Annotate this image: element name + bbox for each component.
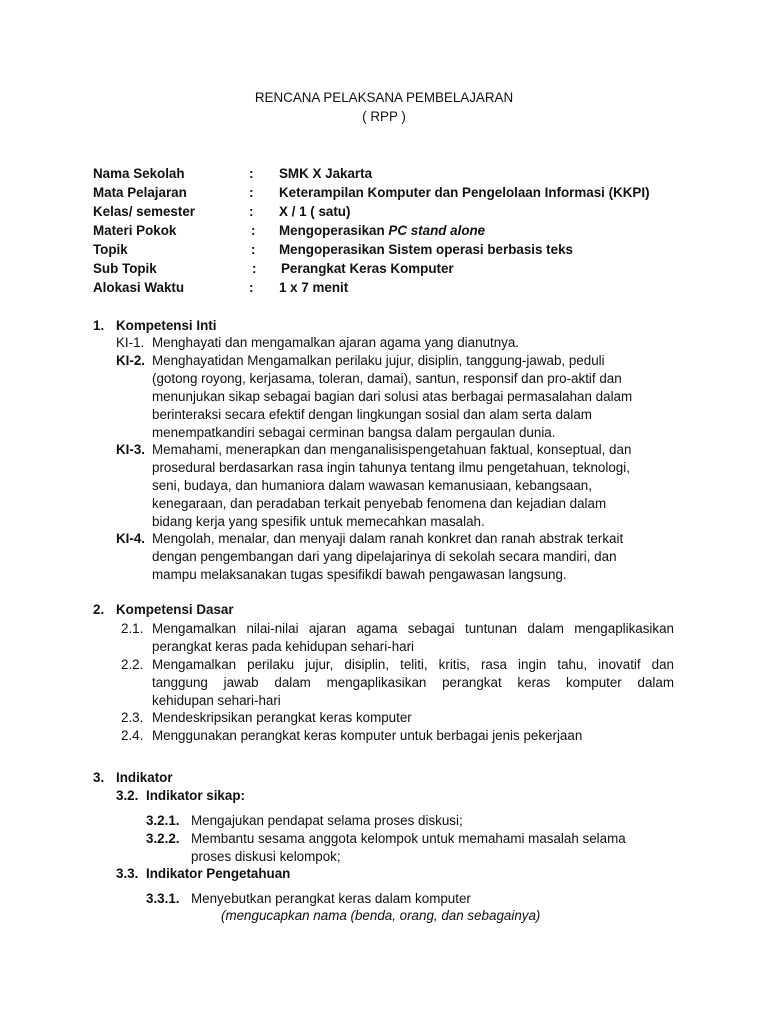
indicator-code: 3.2.1. [146, 813, 180, 828]
kd-text-line: perangkat keras pada kehidupan sehari-hari [152, 639, 415, 654]
identity-separator: : [249, 166, 254, 181]
identity-value: X / 1 ( satu) [279, 204, 351, 219]
identity-value: Mengoperasikan Sistem operasi berbasis teks [279, 242, 573, 257]
indicator-code: 3.2.2. [146, 831, 180, 846]
ki-text-line: Mengolah, menalar, dan menyaji dalam ranah konkret dan ranah abstrak terkait [152, 531, 624, 546]
ki-text-line: bidang kerja yang spesifik untuk memecahkan masalah. [152, 514, 485, 529]
ki-text-line: (gotong royong, kerjasama, toleran, damai), santun, responsif dan pro-aktif dan [152, 371, 622, 386]
identity-value-italic: PC stand alone [388, 223, 486, 238]
kd-text-line: Mengamalkan perilaku jujur, disiplin, teliti, kritis, rasa ingin tahu, inovatif dan [152, 657, 674, 672]
identity-value: 1 x 7 menit [279, 280, 349, 295]
document-title: RENCANA PELAKSANA PEMBELAJARAN [254, 90, 514, 105]
identity-separator: : [251, 223, 256, 238]
kd-text-line: tanggung jawab dalam mengaplikasikan perangkat keras komputer dalam [152, 675, 674, 690]
identity-value: Perangkat Keras Komputer [281, 261, 454, 276]
identity-value-plain: Mengoperasikan [279, 223, 389, 238]
section-number: 1. [93, 318, 105, 333]
kd-text-line: Mengamalkan nilai-nilai ajaran agama sebagai tuntunan dalam mengaplikasikan [152, 621, 674, 636]
ki-text-line: dengan pengembangan dari yang dipelajarinya di sekolah secara mandiri, dan [152, 549, 617, 564]
ki-code: KI-3. [116, 442, 146, 457]
ki-text-line: Menghayatidan Mengamalkan perilaku jujur, disiplin, tanggung-jawab, peduli [152, 353, 605, 368]
ki-code: KI-4. [116, 531, 146, 546]
kd-code: 2.3. [121, 710, 144, 725]
identity-separator: : [249, 280, 254, 295]
identity-separator: : [249, 185, 254, 200]
identity-label: Mata Pelajaran [93, 185, 187, 200]
subsection-code: 3.3. [116, 866, 139, 881]
section-number: 3. [93, 770, 105, 785]
indicator-text-line: proses diskusi kelompok; [191, 849, 341, 864]
subsection-code: 3.2. [116, 788, 139, 803]
indicator-text-line: Membantu sesama anggota kelompok untuk memahami masalah selama [191, 831, 626, 846]
indicator-text-line: Menyebutkan perangkat keras dalam komputer [191, 891, 471, 906]
ki-text-line: mampu melaksanakan tugas spesifikdi bawah pengawasan langsung. [152, 567, 567, 582]
section-number: 2. [93, 602, 105, 617]
identity-separator: : [251, 242, 256, 257]
ki-text-line: kenegaraan, dan peradaban terkait penyebab fenomena dan kejadian dalam [152, 496, 607, 511]
identity-label: Sub Topik [93, 261, 157, 276]
indicator-code: 3.3.1. [146, 891, 180, 906]
identity-label: Nama Sekolah [93, 166, 185, 181]
identity-label: Kelas/ semester [93, 204, 195, 219]
identity-value: SMK X Jakarta [279, 166, 373, 181]
kd-text-line: Mendeskripsikan perangkat keras komputer [152, 710, 412, 725]
indicator-text-line: Mengajukan pendapat selama proses diskusi; [191, 813, 463, 828]
ki-code: KI-2. [116, 353, 146, 368]
indicator-note: (mengucapkan nama (benda, orang, dan sebagainya) [221, 908, 541, 923]
kd-code: 2.2. [121, 657, 144, 672]
identity-label: Topik [93, 242, 128, 257]
section-heading: Kompetensi Dasar [116, 602, 234, 617]
identity-value: Keterampilan Komputer dan Pengelolaan Informasi (KKPI) [279, 185, 650, 200]
ki-text-line: berinteraksi secara efektif dengan lingkungan sosial dan alam serta dalam [152, 407, 592, 422]
identity-separator: : [249, 204, 254, 219]
kd-code: 2.1. [121, 621, 144, 636]
ki-text-line: prosedural berdasarkan rasa ingin tahunya tentang ilmu pengetahuan, teknologi, [152, 460, 630, 475]
ki-text-line: menempatkandiri sebagai cerminan bangsa dalam pergaulan dunia. [152, 425, 556, 440]
identity-separator: : [252, 261, 257, 276]
ki-text-line: seni, budaya, dan humaniora dalam wawasan kemanusiaan, kebangsaan, [152, 478, 592, 493]
document-subtitle: ( RPP ) [362, 109, 406, 124]
ki-text-line: Memahami, menerapkan dan menganalisispengetahuan faktual, konseptual, dan [152, 442, 632, 457]
subsection-heading: Indikator Pengetahuan [146, 866, 291, 881]
section-heading: Kompetensi Inti [116, 318, 217, 333]
identity-value [279, 222, 485, 240]
identity-label: Materi Pokok [93, 223, 177, 238]
ki-text-line: menunjukan sikap sebagai bagian dari solusi atas berbagai permasalahan dalam [152, 389, 633, 404]
section-heading: Indikator [116, 770, 173, 785]
ki-code: KI-1. [116, 335, 145, 350]
kd-text-line: Menggunakan perangkat keras komputer untuk berbagai jenis pekerjaan [152, 728, 583, 743]
identity-label: Alokasi Waktu [93, 280, 185, 295]
kd-text-line: kehidupan sehari-hari [152, 693, 281, 708]
kd-code: 2.4. [121, 728, 144, 743]
ki-text-line: Menghayati dan mengamalkan ajaran agama yang dianutnya. [152, 335, 520, 350]
subsection-heading: Indikator sikap: [146, 788, 245, 803]
